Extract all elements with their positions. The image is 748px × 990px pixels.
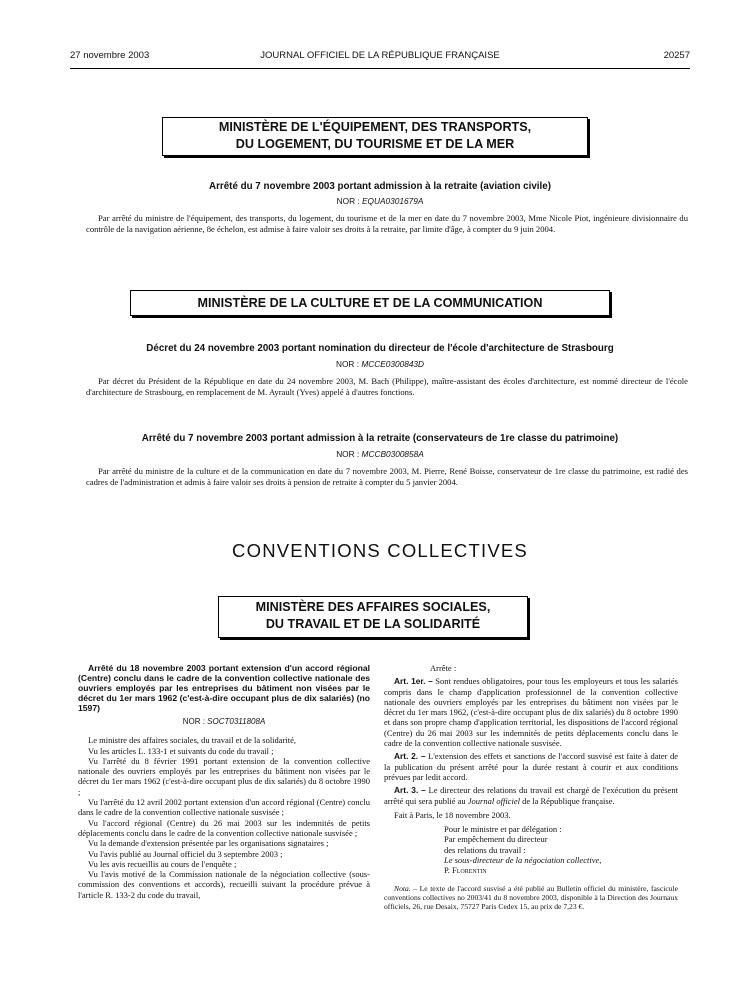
decree-text: Par arrêté du ministre de l'équipement, des transports, du logement, du tourisme et de la mer en date du 7 novembre 2003, Mme Nicole Piot, ingénieure divisionnaire du contrôle de la navigation aérienne, 8e échelon, est admise à faire valoir ses droits à la retraite, par limite d'âge, à compter du 9 juin 2004.	[86, 213, 688, 234]
nor-reference: NOR : MCCE0300843D	[335, 359, 425, 369]
ministry-box-line1: MINISTÈRE DE L'ÉQUIPEMENT, DES TRANSPORTS,	[218, 120, 532, 134]
visa-paragraph: Le ministre des affaires sociales, du travail et de la solidarité,	[88, 735, 297, 746]
signature-block: Pour le ministre et par délégation : Par empêchement du directeur des relations du travail : Le sous-directeur de la négociation collective, P. Florentin	[384, 824, 678, 875]
visa-paragraph: Vu les articles L. 133-1 et suivants du code du travail ;	[88, 745, 274, 756]
nor-reference: NOR : MCCB0300858A	[336, 449, 424, 459]
ministry-box-line2: DU TRAVAIL ET DE LA SOLIDARITÉ	[265, 617, 481, 631]
signatory-name: P. Florentin	[444, 865, 487, 876]
header-rule	[70, 68, 690, 69]
visa-paragraph: Vu l'arrêté du 8 février 1991 portant extension de la convention collective nationale des ouvriers employés par les entreprises du bâtiment non visées par le décret du 1er mars 1962 (c'est-à-dire occupant plus de dix salariés) du 8 octobre 1990 ;	[78, 755, 370, 797]
article-3: Art. 3. – Le directeur des relations du travail est chargé de l'exécution du présent arrêté qui sera publié au Journal officiel de la République française.	[384, 785, 678, 806]
ministry-box-equipement	[162, 117, 588, 156]
decree-title: Décret du 24 novembre 2003 portant nomination du directeur de l'école d'architecture de Strasbourg	[146, 343, 614, 354]
decree-title: Arrêté du 7 novembre 2003 portant admission à la retraite (conservateurs de 1re classe du patrimoine)	[141, 433, 619, 444]
decree-text: Par arrêté du ministre de la culture et de la communication en date du 7 novembre 2003, M. Pierre, René Boisse, conservateur de 1re classe du patrimoine, est radié des cadres de l'administration et admis à faire valoir ses droits à pension de retraite à compter du 5 janvier 2004.	[86, 466, 688, 487]
decree-text: Par décret du Président de la République en date du 24 novembre 2003, M. Bach (Philippe), maître-assistant des écoles d'architecture, est nommé directeur de l'école d'architecture de Strasbourg, en remplacement de M. Ayrault (Yves) appelé à d'autres fonctions.	[86, 376, 688, 397]
ministry-box-culture	[130, 290, 610, 316]
header-date: 27 novembre 2003	[70, 50, 150, 61]
page-header	[70, 50, 690, 64]
header-journal-title: JOURNAL OFFICIEL DE LA RÉPUBLIQUE FRANÇAISE	[260, 50, 500, 61]
header-page-number: 20257	[663, 50, 690, 61]
ministry-box-line2: DU LOGEMENT, DU TOURISME ET DE LA MER	[235, 137, 515, 151]
left-column	[78, 663, 370, 900]
visa-paragraph: Vu l'accord régional (Centre) du 26 mai 2003 sur les indemnités de petits déplacements conclu dans le cadre de la convention collective nationale susvisée ;	[78, 817, 370, 838]
nor-reference: NOR : EQUA0301679A	[336, 196, 424, 206]
arrete-label: Arrête :	[430, 663, 457, 673]
nor-reference: NOR : SOCT0311808A	[182, 717, 266, 726]
section-heading: CONVENTIONS COLLECTIVES	[232, 540, 528, 561]
visa-paragraph: Vu les avis recueillis au cours de l'enquête ;	[88, 858, 237, 869]
article-2: Art. 2. – L'extension des effets et sanctions de l'accord susvisé est faite à dater de la publication du présent arrêté pour la durée restant à courir et aux conditions prévues par ledit accord.	[384, 751, 678, 782]
ministry-box-label: MINISTÈRE DE LA CULTURE ET DE LA COMMUNICATION	[197, 296, 543, 310]
visa-paragraph: Vu la demande d'extension présentée par les organisations signataires ;	[88, 838, 329, 849]
ministry-box-affaires-sociales	[218, 596, 528, 638]
ministry-box-line1: MINISTÈRE DES AFFAIRES SOCIALES,	[255, 600, 491, 614]
done-at: Fait à Paris, le 18 novembre 2003.	[394, 809, 511, 820]
footnote: Nota. – Le texte de l'accord susvisé a été publié au Bulletin officiel du ministère, fascicule conventions collectives no 2003/41 du 8 novembre 2003, disponible à la Direction des Journaux officiels, 26, rue Desaix, 75727 Paris Cedex 15, au prix de 7,23 €.	[384, 883, 678, 911]
visa-paragraph: Vu l'arrêté du 12 avril 2002 portant extension d'un accord régional (Centre) conclu dans le cadre de la convention collective nationale susvisée ;	[78, 797, 370, 818]
decree-title: Arrêté du 7 novembre 2003 portant admission à la retraite (aviation civile)	[209, 181, 551, 192]
arrete-title: Arrêté du 18 novembre 2003 portant extension d'un accord régional (Centre) conclu dans le cadre de la convention collective nationale des ouvriers employés par les entreprises du bâtiment non visées par le décret du 1er mars 1962 (c'est-à-dire occupant plus de dix salariés) (no 1597)	[78, 663, 370, 713]
article-1: Art. 1er. – Sont rendues obligatoires, pour tous les employeurs et tous les salariés compris dans le champ d'application professionnel de la convention collective nationale des ouvriers employés par les entreprises du bâtiment non visées par le décret du 1er mars 1962, (c'est-à-dire occupant plus de dix salariés) du 8 octobre 1990 et dans son propre champ d'application territorial, les dispositions de l'accord régional (Centre) du 26 mai 2003 sur les indemnités de petits déplacements conclu dans le cadre de la convention collective nationale susvisée.	[384, 676, 678, 749]
visa-paragraph: Vu l'avis motivé de la Commission nationale de la négociation collective (sous-commission des conventions et accords), recueilli suivant la procédure prévue à l'article R. 133-2 du code du travail,	[78, 869, 370, 900]
right-column	[384, 663, 678, 911]
visa-paragraph: Vu l'avis publié au Journal officiel du 3 septembre 2003 ;	[88, 848, 283, 859]
